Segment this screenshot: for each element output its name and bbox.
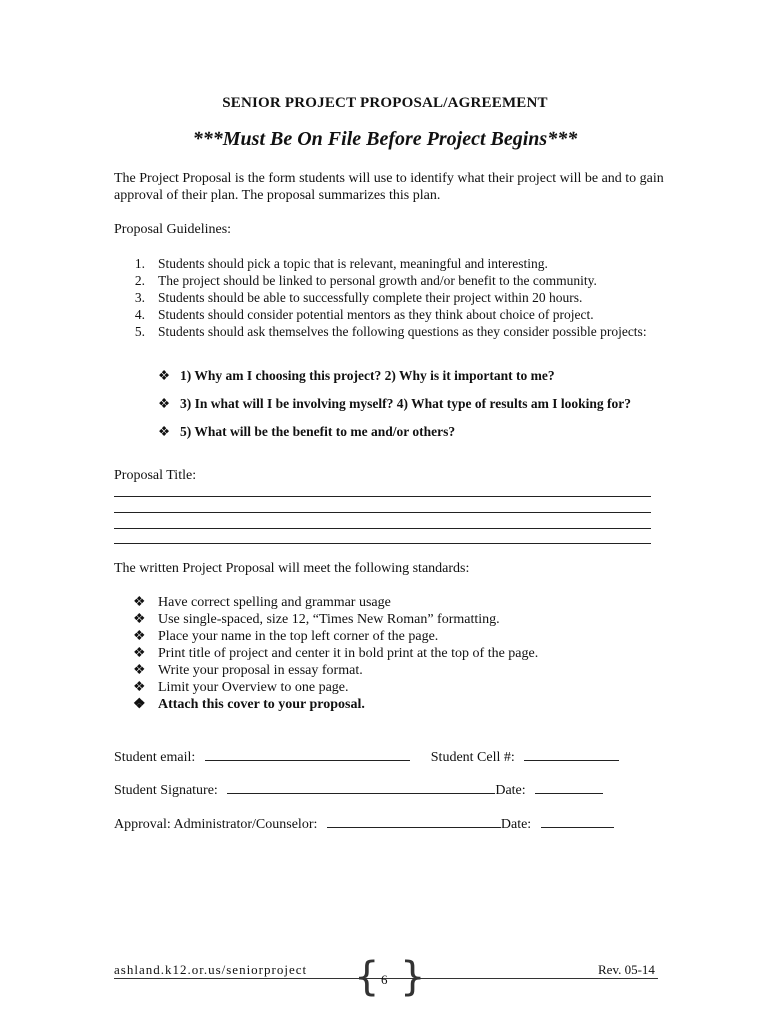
list-number: 5. xyxy=(134,324,145,339)
question-text: 1) Why am I choosing this project? 2) Why is it important to me? xyxy=(180,368,555,383)
signature-row xyxy=(114,779,603,799)
list-item xyxy=(114,272,654,289)
list-text: Print title of project and center it in bold print at the top of the page. xyxy=(158,646,539,661)
approval-date-field[interactable] xyxy=(541,813,614,828)
proposal-title-line[interactable] xyxy=(114,543,651,544)
diamond-bullet-icon: ❖ xyxy=(133,680,146,695)
student-signature-label: Student Signature: xyxy=(114,783,218,798)
question-item xyxy=(158,424,455,440)
proposal-title-line[interactable] xyxy=(114,528,651,529)
date-label: Date: xyxy=(495,783,526,798)
document-subtitle: ***Must Be On File Before Project Begins*** xyxy=(192,128,578,150)
list-text: Students should ask themselves the following questions as they consider possible projects: xyxy=(158,324,647,339)
question-text: 3) In what will I be involving myself? 4) What type of results am I looking for? xyxy=(180,396,632,411)
list-text: The project should be linked to personal growth and/or benefit to the community. xyxy=(158,273,597,288)
list-item xyxy=(114,289,654,306)
standards-list xyxy=(133,594,538,713)
signature-date-field[interactable] xyxy=(535,779,603,794)
list-text: Attach this cover to your proposal. xyxy=(158,697,365,712)
approval-signature-field[interactable] xyxy=(327,813,501,828)
diamond-bullet-icon: ❖ xyxy=(133,646,146,661)
question-text: 5) What will be the benefit to me and/or others? xyxy=(180,424,456,439)
proposal-title-line[interactable] xyxy=(114,496,651,497)
list-text: Use single-spaced, size 12, “Times New Roman” formatting. xyxy=(158,612,500,627)
list-text: Place your name in the top left corner of the page. xyxy=(158,629,439,644)
student-email-label: Student email: xyxy=(114,750,196,765)
proposal-title-line[interactable] xyxy=(114,512,651,513)
student-signature-field[interactable] xyxy=(227,779,495,794)
list-item xyxy=(114,306,654,323)
left-brace-icon: { xyxy=(354,954,380,1000)
list-item xyxy=(133,628,538,645)
student-cell-label: Student Cell #: xyxy=(430,750,515,765)
diamond-bullet-icon: ❖ xyxy=(133,663,146,678)
email-cell-row xyxy=(114,746,619,766)
student-email-field[interactable] xyxy=(205,746,410,761)
list-text: Students should consider potential mentors as they think about choice of project. xyxy=(158,307,594,322)
guidelines-list xyxy=(114,255,654,340)
footer-url: ashland.k12.or.us/seniorproject xyxy=(114,962,308,977)
standards-intro: The written Project Proposal will meet the following standards: xyxy=(114,561,470,576)
intro-paragraph: The Project Proposal is the form students will use to identify what their project will be and to gain approval of their plan. The proposal summarizes this plan. xyxy=(114,171,664,203)
list-item xyxy=(133,611,538,628)
proposal-title-label: Proposal Title: xyxy=(114,468,197,483)
list-item xyxy=(133,662,538,679)
guidelines-label: Proposal Guidelines: xyxy=(114,222,232,237)
page-number: 6 xyxy=(381,972,388,987)
list-number: 3. xyxy=(134,290,145,305)
document-title: SENIOR PROJECT PROPOSAL/AGREEMENT xyxy=(222,95,548,111)
right-brace-icon: } xyxy=(400,954,426,1000)
question-item xyxy=(158,368,555,384)
diamond-bullet-icon: ❖ xyxy=(133,629,146,644)
date-label: Date: xyxy=(500,817,532,832)
list-text: Students should pick a topic that is relevant, meaningful and interesting. xyxy=(158,256,548,271)
approval-label: Approval: Administrator/Counselor: xyxy=(114,817,318,832)
list-number: 4. xyxy=(134,307,145,322)
list-text: Limit your Overview to one page. xyxy=(158,680,349,695)
student-cell-field[interactable] xyxy=(524,746,619,761)
diamond-bullet-icon: ❖ xyxy=(133,697,146,712)
diamond-bullet-icon: ❖ xyxy=(133,595,146,610)
footer-revision: Rev. 05-14 xyxy=(598,962,655,977)
list-item xyxy=(133,696,538,713)
diamond-bullet-icon: ❖ xyxy=(158,424,171,439)
list-text: Students should be able to successfully complete their project within 20 hours. xyxy=(158,290,583,305)
diamond-bullet-icon: ❖ xyxy=(158,368,171,383)
list-item xyxy=(133,645,538,662)
approval-row xyxy=(114,813,614,833)
question-item xyxy=(158,396,631,412)
list-number: 2. xyxy=(134,273,145,288)
list-item xyxy=(133,679,538,696)
list-item xyxy=(114,255,654,272)
list-item xyxy=(133,594,538,611)
list-text: Have correct spelling and grammar usage xyxy=(158,595,391,610)
list-item xyxy=(114,323,654,340)
diamond-bullet-icon: ❖ xyxy=(133,612,146,627)
diamond-bullet-icon: ❖ xyxy=(158,396,171,411)
list-text: Write your proposal in essay format. xyxy=(158,663,363,678)
list-number: 1. xyxy=(134,256,145,271)
